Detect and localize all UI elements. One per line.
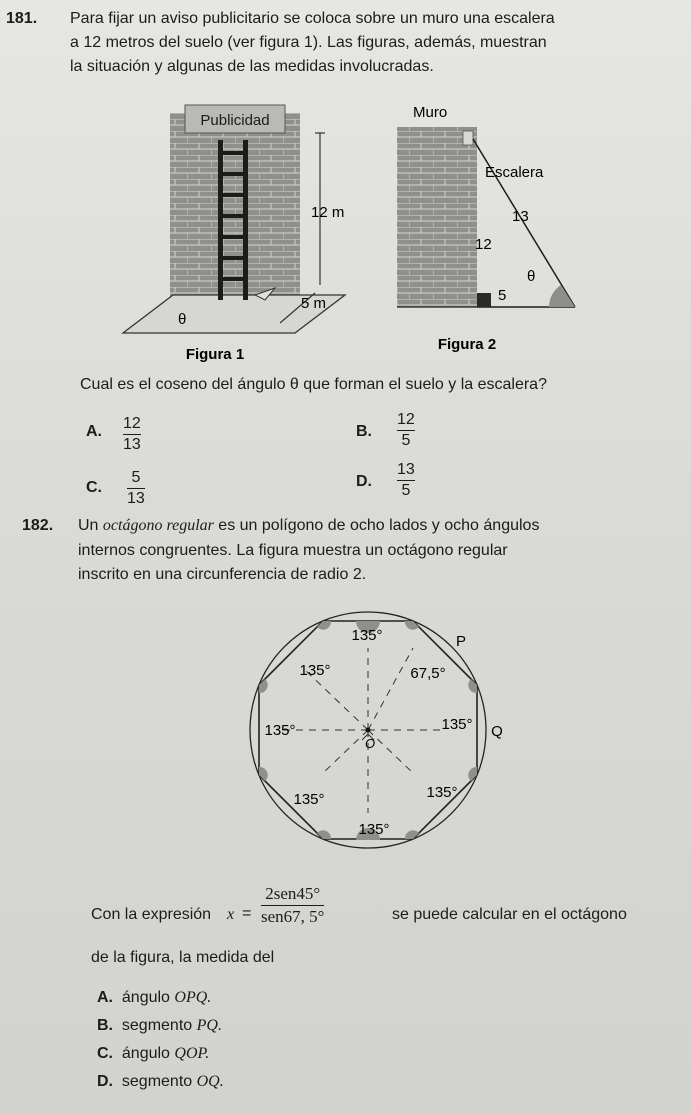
- option-182-a[interactable]: A. ángulo OPQ.: [97, 989, 212, 1006]
- option-181-b-letter[interactable]: B.: [356, 423, 372, 440]
- figure-2-caption: Figura 2: [437, 336, 497, 353]
- angle-top: 135°: [351, 627, 383, 644]
- question-182-number: 182.: [22, 517, 54, 534]
- expression-line2: de la figura, la medida del: [91, 949, 275, 966]
- question-182-stem-line2: internos congruentes. La figura muestra un octágono regular: [78, 542, 508, 559]
- expression-variable: x: [227, 906, 235, 923]
- base-label-fig2: 5: [498, 287, 507, 304]
- brick-wall: [170, 113, 300, 298]
- option-181-a-letter[interactable]: A.: [86, 423, 102, 440]
- question-182-stem-line1: Un octágono regular es un polígono de ocho lados y ocho ángulos: [78, 517, 540, 534]
- figure-1-caption: Figura 1: [185, 346, 245, 363]
- figure-2-right-triangle: [385, 95, 585, 370]
- question-181-stem-line1: Para fijar un aviso publicitario se coloca sobre un muro una escalera: [70, 10, 555, 27]
- expression-intro: Con la expresión: [91, 906, 212, 923]
- option-181-d-letter[interactable]: D.: [356, 473, 372, 490]
- angle-p: 67,5°: [410, 665, 446, 682]
- angle-right: 135°: [441, 716, 473, 733]
- hypotenuse-label: 13: [512, 208, 529, 225]
- angle-theta-fig1: θ: [178, 311, 187, 328]
- height-label: 12 m: [311, 204, 345, 221]
- option-182-c[interactable]: C. ángulo QOP.: [97, 1045, 210, 1062]
- label-o: O: [364, 736, 376, 751]
- figure-1-ladder-wall: [115, 95, 405, 370]
- expression-equals: =: [242, 905, 252, 922]
- option-181-c-fraction[interactable]: 5 13: [127, 469, 145, 507]
- angle-lower-right: 135°: [426, 784, 458, 801]
- question-181-stem-line2: a 12 metros del suelo (ver figura 1). Las figuras, además, muestran: [70, 34, 547, 51]
- option-182-d[interactable]: D. segmento OQ.: [97, 1073, 224, 1090]
- angle-theta-fig2: θ: [527, 268, 536, 285]
- center-point: [366, 728, 371, 733]
- expression-denominator: sen67, 5°: [261, 907, 325, 926]
- expression-numerator: 2sen45°: [265, 884, 321, 903]
- option-181-c-letter[interactable]: C.: [86, 479, 102, 496]
- ladder-label: Escalera: [485, 164, 544, 181]
- angle-upper-left: 135°: [299, 662, 331, 679]
- wall-label: Muro: [413, 104, 448, 121]
- question-181-prompt: Cual es el coseno del ángulo θ que forman el suelo y la escalera?: [80, 376, 547, 393]
- label-q: Q: [491, 723, 503, 740]
- option-181-d-fraction[interactable]: 13 5: [397, 461, 415, 499]
- angle-bottom: 135°: [358, 821, 390, 838]
- option-181-b-fraction[interactable]: 12 5: [397, 411, 415, 449]
- question-181-number: 181.: [6, 10, 38, 27]
- label-p: P: [455, 633, 467, 650]
- base-label: 5 m: [301, 295, 327, 312]
- leg-label: 12: [475, 236, 492, 253]
- option-182-b[interactable]: B. segmento PQ.: [97, 1017, 222, 1034]
- option-181-a-fraction[interactable]: 12 13: [123, 415, 141, 453]
- angle-left: 135°: [264, 722, 296, 739]
- question-181-stem-line3: la situación y algunas de las medidas involucradas.: [70, 58, 434, 75]
- expression-fraction: [261, 884, 324, 927]
- wall-bricks: [397, 127, 477, 307]
- octagon-figure: [243, 608, 508, 858]
- expression-rest: se puede calcular en el octágono: [392, 906, 627, 923]
- angle-lower-left: 135°: [293, 791, 325, 808]
- right-angle-mark: [477, 293, 491, 307]
- question-182-stem-line3: inscrito en una circunferencia de radio 2.: [78, 566, 367, 583]
- sign-label: Publicidad: [200, 112, 270, 129]
- angle-theta-arc: [549, 285, 575, 307]
